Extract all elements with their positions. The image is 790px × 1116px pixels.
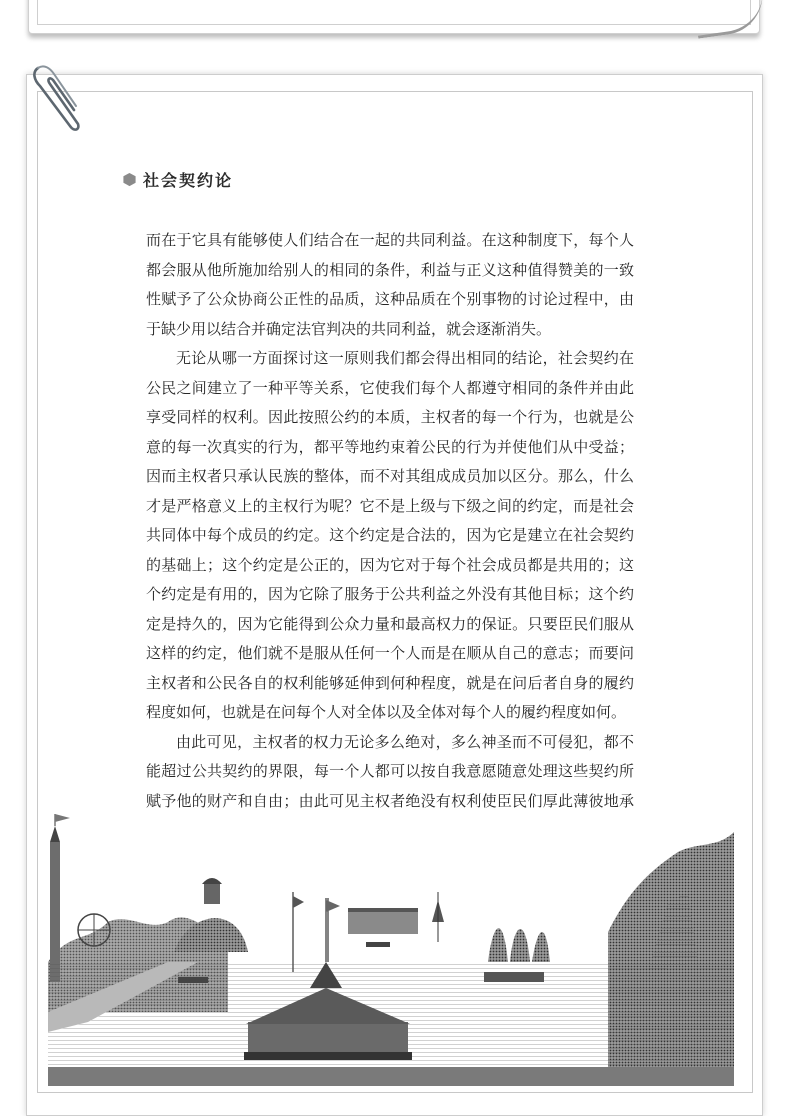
section-heading	[122, 168, 233, 191]
previous-page-frame	[37, 0, 751, 25]
section-title: 社会契约论	[143, 171, 234, 190]
paperclip-icon	[30, 62, 80, 134]
hexagon-bullet-icon	[122, 172, 137, 187]
page-curl	[692, 0, 767, 39]
paragraph-3: 由此可见，主权者的权力无论多么绝对，多么神圣而不可侵犯，都不能超过公共契约的界限，每一个人都可以按自我意愿随意处理这些契约所赋予他的财产和自由；由此可见主权者绝没有权利使臣民们厚此薄彼地承	[146, 732, 634, 810]
previous-page-edge	[28, 0, 760, 34]
engraved-river-landscape-illustration	[48, 812, 734, 1086]
body-text	[146, 226, 634, 846]
paragraph-2: 无论从哪一方面探讨这一原则我们都会得出相同的结论，社会契约在公民之间建立了一种平等关系，它使我们每个人都遵守相同的条件并由此享受同样的权利。因此按照公约的本质，主权者的每一个行为，也就是公意的每一次真实的行为，都平等地约束着公民的行为并使他们从中受益；因而主权者只承认民族的整体，而不对其组成成员加以区分。那么，什么才是严格意义上的主权行为呢？它不是上级与下级之间的约定，而是社会共同体中每个成员的约定。这个约定是合法的，因为它是建立在社会契约的基础上；这个约定是公正的，因为它对于每个社会成员都是共用的；这个约定是有用的，因为它除了服务于公共利益之外没有其他目标；这个约定是持久的，因为它能得到公众力量和最高权力的保证。只要臣民们服从这样的约定，他们就不是服从任何一个人而是在顺从自己的意志；而要问主权者和公民各自的权利能够延伸到何种程度，就是在问后者自身的履约程度如何，也就是在问每个人对全体以及全体对每个人的履约程度如何。	[146, 349, 634, 721]
paragraph-1: 而在于它具有能够使人们结合在一起的共同利益。在这种制度下，每个人都会服从他所施加给别人的相同的条件，利益与正义这种值得赞美的一致性赋予了公众协商公正性的品质，这种品质在个别事物的讨论过程中，由于缺少用以结合并确定法官判决的共同利益，就会逐渐消失。	[146, 231, 634, 338]
